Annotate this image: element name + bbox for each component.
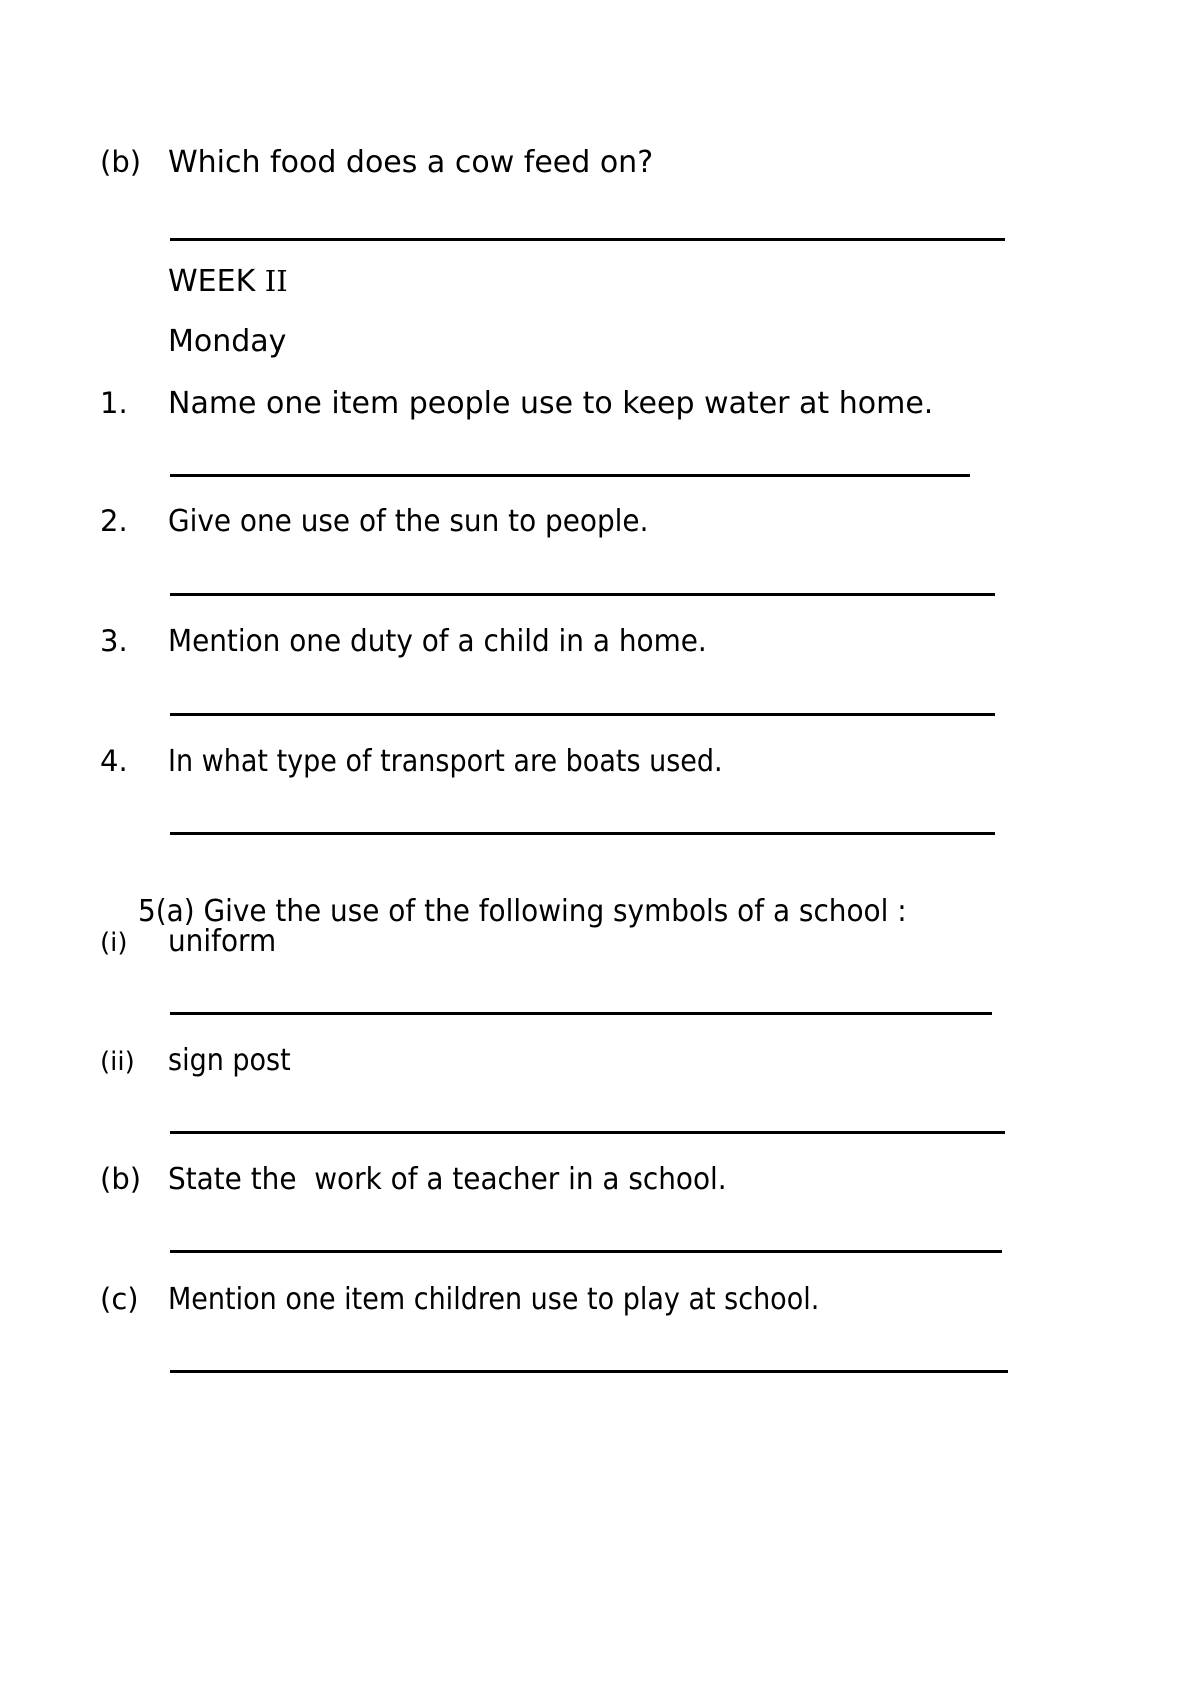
question-text: uniform bbox=[168, 924, 277, 959]
question-marker: 3. bbox=[100, 624, 128, 658]
answer-line[interactable] bbox=[170, 1131, 1005, 1134]
question-text: Name one item people use to keep water at home. bbox=[168, 386, 934, 421]
question-marker: 1. bbox=[100, 386, 128, 420]
question-text: 5(a) Give the use of the following symbols of a school : bbox=[138, 894, 907, 929]
question-text: Mention one item children use to play at school. bbox=[168, 1282, 820, 1317]
question-text: In what type of transport are boats used. bbox=[168, 744, 723, 779]
question-marker: (b) bbox=[100, 1162, 142, 1196]
question-text: Which food does a cow feed on? bbox=[168, 145, 654, 180]
question-text: Mention one duty of a child in a home. bbox=[168, 624, 707, 659]
answer-line[interactable] bbox=[170, 474, 970, 477]
question-row-b-cow bbox=[100, 145, 654, 180]
question-row-4-boats bbox=[100, 744, 784, 779]
week-heading bbox=[168, 264, 288, 299]
question-text: sign post bbox=[168, 1043, 291, 1078]
answer-line[interactable] bbox=[170, 1012, 992, 1015]
week-heading-label: WEEK bbox=[168, 264, 265, 299]
question-marker: (ii) bbox=[100, 1047, 135, 1077]
answer-line[interactable] bbox=[170, 238, 1005, 241]
question-row-5b-teacher bbox=[100, 1162, 769, 1197]
answer-line[interactable] bbox=[170, 1250, 1002, 1253]
question-marker: 4. bbox=[100, 744, 128, 778]
question-row-2-sun bbox=[100, 504, 685, 539]
answer-line[interactable] bbox=[170, 713, 995, 716]
question-row-5a-ii-signpost bbox=[100, 1043, 304, 1078]
week-heading-roman: II bbox=[264, 264, 288, 298]
question-row-3-duty bbox=[100, 624, 747, 659]
question-text: Give one use of the sun to people. bbox=[168, 504, 649, 539]
question-row-1-water bbox=[100, 386, 934, 421]
answer-line[interactable] bbox=[170, 593, 995, 596]
question-row-5a-i-uniform bbox=[100, 924, 284, 959]
question-row-5c-play bbox=[100, 1282, 892, 1317]
day-heading: Monday bbox=[168, 324, 287, 359]
answer-line[interactable] bbox=[170, 832, 995, 835]
answer-line[interactable] bbox=[170, 1370, 1008, 1373]
question-marker: (i) bbox=[100, 928, 128, 958]
question-marker: (c) bbox=[100, 1282, 139, 1316]
question-marker: (b) bbox=[100, 145, 142, 179]
question-text: State the work of a teacher in a school. bbox=[168, 1162, 727, 1197]
question-marker: 2. bbox=[100, 504, 128, 538]
